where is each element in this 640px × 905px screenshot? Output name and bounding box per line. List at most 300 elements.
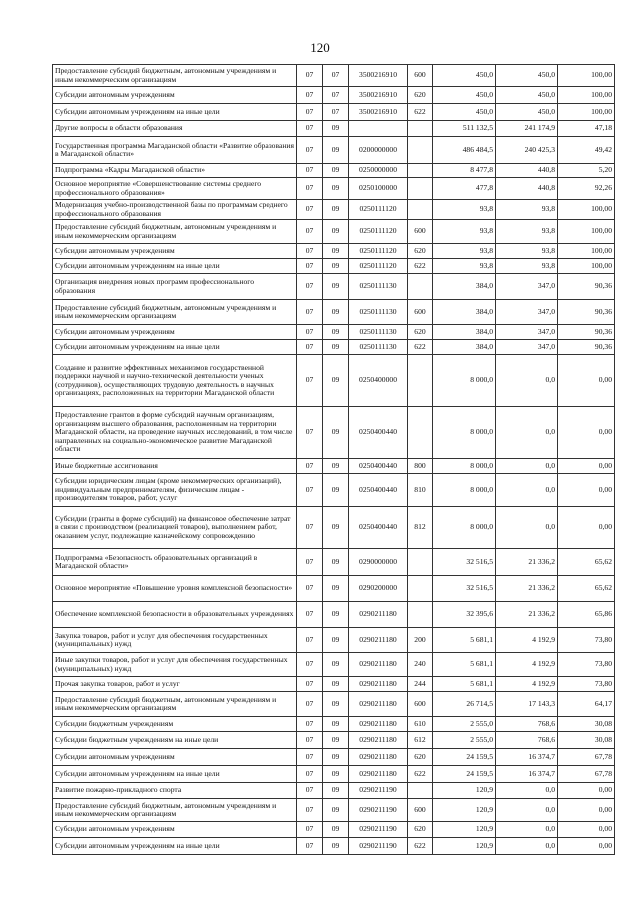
- row-target-article-code: 0250400440: [349, 474, 408, 507]
- row-actual-amount: 440,8: [496, 164, 558, 178]
- row-target-article-code: [349, 121, 408, 137]
- row-name: Подпрограмма «Кадры Магаданской области»: [53, 164, 297, 178]
- row-subsection-code: 09: [323, 259, 349, 274]
- row-subsection-code: 07: [323, 65, 349, 87]
- row-planned-amount: 24 159,5: [433, 766, 496, 783]
- row-actual-amount: 21 336,2: [496, 576, 558, 602]
- row-section-code: 07: [297, 407, 323, 459]
- table-row: [53, 121, 615, 137]
- row-execution-percent: 90,36: [558, 300, 615, 325]
- row-subsection-code: 07: [323, 104, 349, 121]
- row-expense-type-code: 200: [408, 628, 433, 653]
- table-row: [53, 677, 615, 692]
- budget-table-body: [53, 65, 615, 855]
- row-actual-amount: 0,0: [496, 474, 558, 507]
- row-planned-amount: 477,8: [433, 178, 496, 200]
- row-execution-percent: 90,36: [558, 340, 615, 355]
- row-execution-percent: 100,00: [558, 87, 615, 104]
- row-section-code: 07: [297, 783, 323, 799]
- row-execution-percent: 0,00: [558, 838, 615, 855]
- row-section-code: 07: [297, 87, 323, 104]
- row-subsection-code: 09: [323, 407, 349, 459]
- row-target-article-code: 0290211190: [349, 838, 408, 855]
- row-expense-type-code: 620: [408, 822, 433, 838]
- row-actual-amount: 768,6: [496, 732, 558, 749]
- row-subsection-code: 09: [323, 766, 349, 783]
- row-planned-amount: 93,8: [433, 259, 496, 274]
- row-name: Подпрограмма «Безопасность образовательных организаций в Магаданской области»: [53, 549, 297, 576]
- row-planned-amount: 32 395,6: [433, 602, 496, 628]
- table-row: [53, 137, 615, 164]
- row-target-article-code: 0250100000: [349, 178, 408, 200]
- row-planned-amount: 120,9: [433, 838, 496, 855]
- row-target-article-code: 0290211180: [349, 717, 408, 732]
- row-actual-amount: 768,6: [496, 717, 558, 732]
- row-execution-percent: 5,20: [558, 164, 615, 178]
- row-execution-percent: 65,62: [558, 576, 615, 602]
- row-expense-type-code: [408, 602, 433, 628]
- row-section-code: 07: [297, 200, 323, 220]
- table-row: [53, 783, 615, 799]
- row-actual-amount: 0,0: [496, 783, 558, 799]
- table-row: [53, 717, 615, 732]
- row-expense-type-code: [408, 178, 433, 200]
- table-row: [53, 65, 615, 87]
- row-target-article-code: 3500216910: [349, 87, 408, 104]
- row-execution-percent: 49,42: [558, 137, 615, 164]
- row-name: Основное мероприятие «Совершенствование системы среднего профессионального образования»: [53, 178, 297, 200]
- row-planned-amount: 32 516,5: [433, 576, 496, 602]
- row-execution-percent: 0,00: [558, 783, 615, 799]
- row-target-article-code: 3500216910: [349, 104, 408, 121]
- row-expense-type-code: [408, 549, 433, 576]
- row-execution-percent: 0,00: [558, 474, 615, 507]
- row-expense-type-code: 622: [408, 259, 433, 274]
- row-name: Предоставление субсидий бюджетным, автономным учреждениям и иным некоммерческим организациям: [53, 300, 297, 325]
- row-section-code: 07: [297, 121, 323, 137]
- row-subsection-code: 09: [323, 164, 349, 178]
- row-planned-amount: 2 555,0: [433, 732, 496, 749]
- row-actual-amount: 440,8: [496, 178, 558, 200]
- row-actual-amount: 0,0: [496, 507, 558, 549]
- row-execution-percent: 100,00: [558, 220, 615, 244]
- row-execution-percent: 64,17: [558, 692, 615, 717]
- row-name: Прочая закупка товаров, работ и услуг: [53, 677, 297, 692]
- row-execution-percent: 100,00: [558, 104, 615, 121]
- row-target-article-code: 0290200000: [349, 576, 408, 602]
- row-expense-type-code: 612: [408, 732, 433, 749]
- row-execution-percent: 92,26: [558, 178, 615, 200]
- row-section-code: 07: [297, 300, 323, 325]
- row-actual-amount: 17 143,3: [496, 692, 558, 717]
- row-target-article-code: 0250111120: [349, 200, 408, 220]
- row-planned-amount: 8 477,8: [433, 164, 496, 178]
- row-expense-type-code: 244: [408, 677, 433, 692]
- row-target-article-code: 0250400440: [349, 407, 408, 459]
- row-section-code: 07: [297, 325, 323, 340]
- row-expense-type-code: 620: [408, 325, 433, 340]
- row-actual-amount: 93,8: [496, 220, 558, 244]
- row-expense-type-code: 240: [408, 653, 433, 677]
- row-target-article-code: 0290000000: [349, 549, 408, 576]
- row-subsection-code: 09: [323, 717, 349, 732]
- table-row: [53, 507, 615, 549]
- row-section-code: 07: [297, 732, 323, 749]
- row-section-code: 07: [297, 164, 323, 178]
- row-execution-percent: 100,00: [558, 259, 615, 274]
- row-section-code: 07: [297, 274, 323, 300]
- table-row: [53, 220, 615, 244]
- row-name: Государственная программа Магаданской области «Развитие образования в Магаданской области»: [53, 137, 297, 164]
- table-row: [53, 164, 615, 178]
- row-execution-percent: 0,00: [558, 355, 615, 407]
- row-actual-amount: 347,0: [496, 340, 558, 355]
- row-expense-type-code: [408, 355, 433, 407]
- row-expense-type-code: 620: [408, 749, 433, 766]
- row-name: Иные закупки товаров, работ и услуг для обеспечения государственных (муниципальных) нужд: [53, 653, 297, 677]
- row-target-article-code: 0250400440: [349, 459, 408, 474]
- row-execution-percent: 0,00: [558, 799, 615, 822]
- row-target-article-code: 0290211180: [349, 602, 408, 628]
- table-row: [53, 576, 615, 602]
- row-name: Предоставление субсидий бюджетным, автономным учреждениям и иным некоммерческим организациям: [53, 65, 297, 87]
- row-subsection-code: 09: [323, 121, 349, 137]
- row-target-article-code: 0250400000: [349, 355, 408, 407]
- row-actual-amount: 0,0: [496, 355, 558, 407]
- table-row: [53, 355, 615, 407]
- row-execution-percent: 0,00: [558, 459, 615, 474]
- row-execution-percent: 30,08: [558, 717, 615, 732]
- row-planned-amount: 120,9: [433, 799, 496, 822]
- row-actual-amount: 0,0: [496, 407, 558, 459]
- row-section-code: 07: [297, 65, 323, 87]
- row-actual-amount: 16 374,7: [496, 749, 558, 766]
- table-row: [53, 628, 615, 653]
- row-name: Субсидии юридическим лицам (кроме некоммерческих организаций), индивидуальным предпринимателям, физическим лицам - производителям товаров, работ, услуг: [53, 474, 297, 507]
- table-row: [53, 749, 615, 766]
- row-planned-amount: 450,0: [433, 65, 496, 87]
- row-name: Закупка товаров, работ и услуг для обеспечения государственных (муниципальных) нужд: [53, 628, 297, 653]
- row-subsection-code: 09: [323, 340, 349, 355]
- row-execution-percent: 100,00: [558, 244, 615, 259]
- row-name: Субсидии автономным учреждениям: [53, 325, 297, 340]
- row-name: Предоставление субсидий бюджетным, автономным учреждениям и иным некоммерческим организациям: [53, 799, 297, 822]
- table-row: [53, 104, 615, 121]
- row-expense-type-code: 600: [408, 65, 433, 87]
- row-section-code: 07: [297, 838, 323, 855]
- row-planned-amount: 8 000,0: [433, 407, 496, 459]
- row-expense-type-code: 812: [408, 507, 433, 549]
- row-subsection-code: 09: [323, 244, 349, 259]
- row-execution-percent: 100,00: [558, 200, 615, 220]
- row-execution-percent: 73,80: [558, 628, 615, 653]
- row-planned-amount: 2 555,0: [433, 717, 496, 732]
- row-expense-type-code: 600: [408, 799, 433, 822]
- row-target-article-code: 0250111130: [349, 340, 408, 355]
- row-section-code: 07: [297, 104, 323, 121]
- row-name: Модернизация учебно-производственной базы по программам среднего профессионального образования: [53, 200, 297, 220]
- row-expense-type-code: [408, 121, 433, 137]
- row-subsection-code: 09: [323, 178, 349, 200]
- table-row: [53, 692, 615, 717]
- table-row: [53, 244, 615, 259]
- row-planned-amount: 24 159,5: [433, 749, 496, 766]
- row-expense-type-code: 620: [408, 87, 433, 104]
- row-target-article-code: 0290211190: [349, 799, 408, 822]
- row-name: Иные бюджетные ассигнования: [53, 459, 297, 474]
- row-name: Субсидии автономным учреждениям на иные цели: [53, 838, 297, 855]
- row-actual-amount: 16 374,7: [496, 766, 558, 783]
- row-planned-amount: 450,0: [433, 87, 496, 104]
- row-expense-type-code: [408, 576, 433, 602]
- row-section-code: 07: [297, 677, 323, 692]
- row-section-code: 07: [297, 692, 323, 717]
- row-target-article-code: 3500216910: [349, 65, 408, 87]
- row-actual-amount: 4 192,9: [496, 677, 558, 692]
- row-actual-amount: 240 425,3: [496, 137, 558, 164]
- row-subsection-code: 09: [323, 677, 349, 692]
- row-expense-type-code: [408, 164, 433, 178]
- table-row: [53, 602, 615, 628]
- row-actual-amount: 347,0: [496, 325, 558, 340]
- row-subsection-code: 07: [323, 87, 349, 104]
- row-planned-amount: 8 000,0: [433, 507, 496, 549]
- row-subsection-code: 09: [323, 749, 349, 766]
- row-actual-amount: 0,0: [496, 459, 558, 474]
- row-expense-type-code: 600: [408, 220, 433, 244]
- row-expense-type-code: 800: [408, 459, 433, 474]
- row-target-article-code: 0290211180: [349, 749, 408, 766]
- table-row: [53, 459, 615, 474]
- row-name: Субсидии автономным учреждениям на иные цели: [53, 766, 297, 783]
- row-planned-amount: 26 714,5: [433, 692, 496, 717]
- row-name: Предоставление грантов в форме субсидий научным организациям, организациям высшего образования, расположенным на территории Магаданской области, на проведение научных исследований, в том числе направленных на социально-экономическое развитие Магаданской области: [53, 407, 297, 459]
- row-planned-amount: 8 000,0: [433, 459, 496, 474]
- row-subsection-code: 09: [323, 653, 349, 677]
- row-execution-percent: 0,00: [558, 407, 615, 459]
- row-subsection-code: 09: [323, 732, 349, 749]
- row-execution-percent: 67,78: [558, 766, 615, 783]
- row-subsection-code: 09: [323, 200, 349, 220]
- row-planned-amount: 450,0: [433, 104, 496, 121]
- row-expense-type-code: 622: [408, 838, 433, 855]
- row-planned-amount: 511 132,5: [433, 121, 496, 137]
- row-section-code: 07: [297, 766, 323, 783]
- table-row: [53, 799, 615, 822]
- row-actual-amount: 0,0: [496, 838, 558, 855]
- row-planned-amount: 486 484,5: [433, 137, 496, 164]
- row-planned-amount: 93,8: [433, 220, 496, 244]
- row-expense-type-code: 622: [408, 340, 433, 355]
- row-section-code: 07: [297, 178, 323, 200]
- row-section-code: 07: [297, 717, 323, 732]
- row-execution-percent: 73,80: [558, 653, 615, 677]
- row-name: Субсидии автономным учреждениям: [53, 87, 297, 104]
- row-subsection-code: 09: [323, 274, 349, 300]
- row-name: Субсидии автономным учреждениям: [53, 749, 297, 766]
- row-expense-type-code: 600: [408, 692, 433, 717]
- row-target-article-code: 0250000000: [349, 164, 408, 178]
- row-execution-percent: 100,00: [558, 65, 615, 87]
- row-name: Обеспечение комплексной безопасности в образовательных учреждениях: [53, 602, 297, 628]
- table-row: [53, 200, 615, 220]
- row-execution-percent: 47,18: [558, 121, 615, 137]
- row-name: Субсидии автономным учреждениям: [53, 822, 297, 838]
- row-section-code: 07: [297, 244, 323, 259]
- row-name: Субсидии бюджетным учреждениям: [53, 717, 297, 732]
- row-execution-percent: 73,80: [558, 677, 615, 692]
- table-row: [53, 300, 615, 325]
- row-planned-amount: 384,0: [433, 274, 496, 300]
- row-subsection-code: 09: [323, 799, 349, 822]
- row-section-code: 07: [297, 259, 323, 274]
- row-planned-amount: 5 681,1: [433, 653, 496, 677]
- row-name: Субсидии автономным учреждениям на иные цели: [53, 340, 297, 355]
- row-expense-type-code: [408, 137, 433, 164]
- row-subsection-code: 09: [323, 507, 349, 549]
- row-execution-percent: 65,62: [558, 549, 615, 576]
- row-section-code: 07: [297, 628, 323, 653]
- row-section-code: 07: [297, 749, 323, 766]
- row-target-article-code: 0250111120: [349, 259, 408, 274]
- row-subsection-code: 09: [323, 325, 349, 340]
- row-name: Субсидии бюджетным учреждениям на иные цели: [53, 732, 297, 749]
- row-planned-amount: 5 681,1: [433, 628, 496, 653]
- row-target-article-code: 0250111120: [349, 244, 408, 259]
- row-section-code: 07: [297, 340, 323, 355]
- row-target-article-code: 0200000000: [349, 137, 408, 164]
- row-actual-amount: 21 336,2: [496, 602, 558, 628]
- row-section-code: 07: [297, 653, 323, 677]
- row-expense-type-code: 622: [408, 104, 433, 121]
- row-subsection-code: 09: [323, 602, 349, 628]
- row-expense-type-code: 620: [408, 244, 433, 259]
- table-row: [53, 274, 615, 300]
- row-planned-amount: 93,8: [433, 244, 496, 259]
- row-execution-percent: 65,86: [558, 602, 615, 628]
- table-row: [53, 838, 615, 855]
- table-row: [53, 474, 615, 507]
- row-name: Предоставление субсидий бюджетным, автономным учреждениям и иным некоммерческим организациям: [53, 692, 297, 717]
- row-subsection-code: 09: [323, 220, 349, 244]
- row-section-code: 07: [297, 602, 323, 628]
- row-planned-amount: 93,8: [433, 200, 496, 220]
- row-section-code: 07: [297, 507, 323, 549]
- row-section-code: 07: [297, 459, 323, 474]
- row-actual-amount: 21 336,2: [496, 549, 558, 576]
- row-name: Предоставление субсидий бюджетным, автономным учреждениям и иным некоммерческим организациям: [53, 220, 297, 244]
- row-section-code: 07: [297, 137, 323, 164]
- row-subsection-code: 09: [323, 576, 349, 602]
- row-name: Субсидии автономным учреждениям на иные цели: [53, 104, 297, 121]
- row-name: Субсидии (гранты в форме субсидий) на финансовое обеспечение затрат в связи с производством (реализацией товаров), выполнением работ, оказанием услуг, подлежащие казначейскому сопровождению: [53, 507, 297, 549]
- row-subsection-code: 09: [323, 838, 349, 855]
- row-target-article-code: 0290211180: [349, 653, 408, 677]
- table-row: [53, 325, 615, 340]
- row-expense-type-code: 622: [408, 766, 433, 783]
- row-planned-amount: 32 516,5: [433, 549, 496, 576]
- row-target-article-code: 0290211180: [349, 628, 408, 653]
- table-row: [53, 732, 615, 749]
- row-expense-type-code: 610: [408, 717, 433, 732]
- row-name: Субсидии автономным учреждениям на иные цели: [53, 259, 297, 274]
- row-section-code: 07: [297, 576, 323, 602]
- row-execution-percent: 0,00: [558, 507, 615, 549]
- row-expense-type-code: 810: [408, 474, 433, 507]
- row-planned-amount: 120,9: [433, 783, 496, 799]
- table-row: [53, 766, 615, 783]
- row-subsection-code: 09: [323, 355, 349, 407]
- row-actual-amount: 347,0: [496, 300, 558, 325]
- row-target-article-code: 0290211190: [349, 783, 408, 799]
- row-name: Развитие пожарно-прикладного спорта: [53, 783, 297, 799]
- table-row: [53, 549, 615, 576]
- row-planned-amount: 384,0: [433, 340, 496, 355]
- row-actual-amount: 450,0: [496, 104, 558, 121]
- row-planned-amount: 8 000,0: [433, 355, 496, 407]
- row-planned-amount: 384,0: [433, 325, 496, 340]
- row-actual-amount: 450,0: [496, 65, 558, 87]
- row-planned-amount: 5 681,1: [433, 677, 496, 692]
- row-actual-amount: 241 174,9: [496, 121, 558, 137]
- row-expense-type-code: [408, 200, 433, 220]
- row-subsection-code: 09: [323, 783, 349, 799]
- table-row: [53, 653, 615, 677]
- row-name: Основное мероприятие «Повышение уровня комплексной безопасности»: [53, 576, 297, 602]
- row-target-article-code: 0250111130: [349, 325, 408, 340]
- row-target-article-code: 0290211180: [349, 692, 408, 717]
- row-target-article-code: 0250111130: [349, 300, 408, 325]
- row-actual-amount: 0,0: [496, 799, 558, 822]
- row-section-code: 07: [297, 355, 323, 407]
- row-target-article-code: 0290211190: [349, 822, 408, 838]
- row-expense-type-code: 600: [408, 300, 433, 325]
- row-section-code: 07: [297, 549, 323, 576]
- row-target-article-code: 0250111120: [349, 220, 408, 244]
- row-planned-amount: 384,0: [433, 300, 496, 325]
- row-target-article-code: 0290211180: [349, 766, 408, 783]
- row-subsection-code: 09: [323, 692, 349, 717]
- row-target-article-code: 0290211180: [349, 732, 408, 749]
- budget-table: [52, 64, 615, 855]
- row-expense-type-code: [408, 407, 433, 459]
- table-row: [53, 822, 615, 838]
- row-actual-amount: 93,8: [496, 200, 558, 220]
- row-subsection-code: 09: [323, 549, 349, 576]
- row-actual-amount: 93,8: [496, 259, 558, 274]
- row-section-code: 07: [297, 220, 323, 244]
- row-execution-percent: 90,36: [558, 325, 615, 340]
- row-execution-percent: 90,36: [558, 274, 615, 300]
- row-expense-type-code: [408, 274, 433, 300]
- row-subsection-code: 09: [323, 137, 349, 164]
- row-subsection-code: 09: [323, 300, 349, 325]
- row-subsection-code: 09: [323, 628, 349, 653]
- row-planned-amount: 8 000,0: [433, 474, 496, 507]
- row-actual-amount: 4 192,9: [496, 628, 558, 653]
- row-actual-amount: 347,0: [496, 274, 558, 300]
- table-row: [53, 407, 615, 459]
- table-row: [53, 178, 615, 200]
- row-actual-amount: 93,8: [496, 244, 558, 259]
- row-section-code: 07: [297, 799, 323, 822]
- row-section-code: 07: [297, 822, 323, 838]
- row-name: Организация внедрения новых программ профессионального образования: [53, 274, 297, 300]
- row-target-article-code: 0290211180: [349, 677, 408, 692]
- row-actual-amount: 0,0: [496, 822, 558, 838]
- row-planned-amount: 120,9: [433, 822, 496, 838]
- row-execution-percent: 30,08: [558, 732, 615, 749]
